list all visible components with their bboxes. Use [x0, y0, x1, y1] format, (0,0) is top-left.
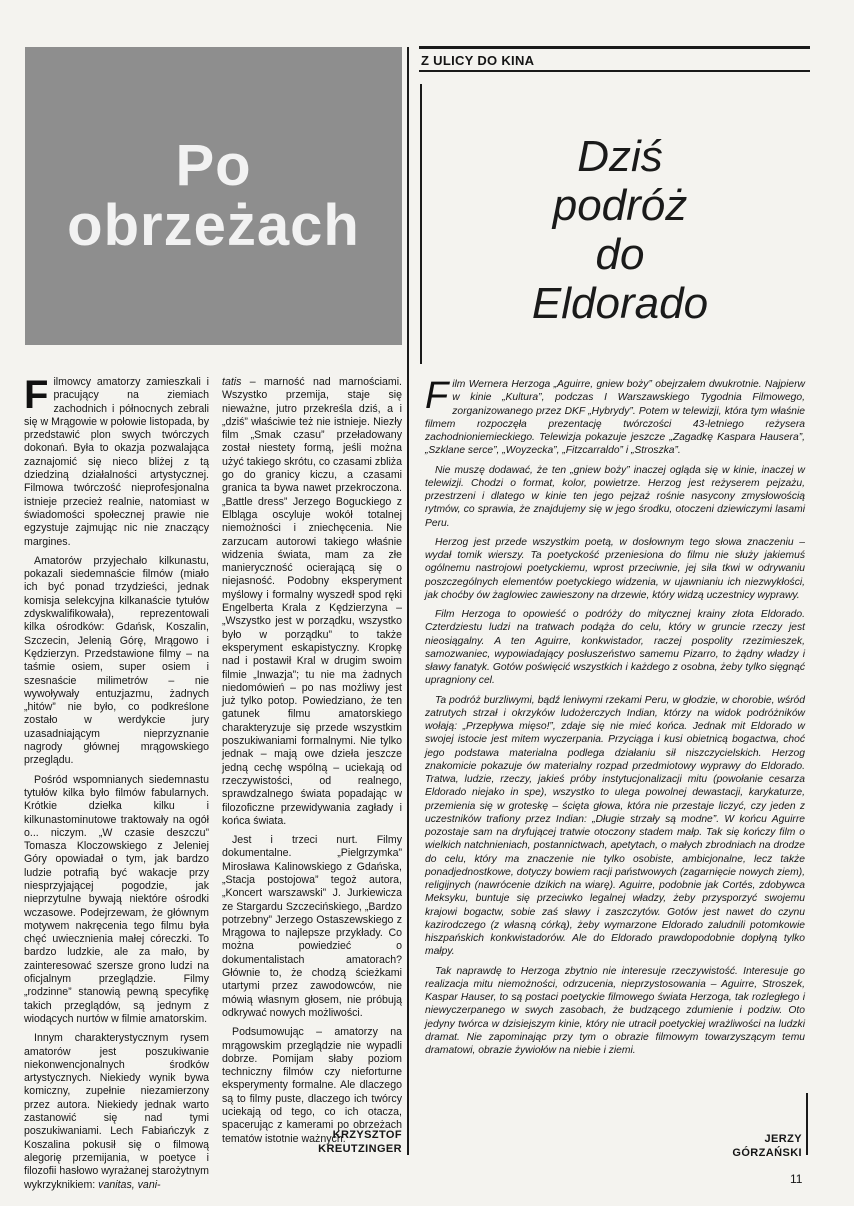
article1-paragraph: Jest i trzeci nurt. Filmy dokumentalne. „Pielgrzymka” Mirosława Kalinowskiego z Gdańska, „Stacja postojowa” tegoż autora, „Koncert warszawski” J. Jurkiewicza ze Stargardu Szczecińskiego, „Bardzo potrzebny” Jerzego Ostaszewskiego z Mrągowa to najlepsze przykłady. Co można powiedzieć o dokumentalistach amatorach? Głównie to, że chodzą ścieżkami utartymi przez zawodowców, nie mówią własnym głosem, nie próbują odkrywać nowych możliwości.	[222, 834, 402, 1019]
article2-paragraph: Nie muszę dodawać, że ten „gniew boży” inaczej ogląda się w kinie, inaczej w telewizji. Chodzi o format, kolor, powietrze. Herzog jest reżyserem pejzażu, przestrzeni i dlatego w kinie ten jego pejzaż rośnie nasycony zmysłowością rytmów, co sprawia, że znajdujemy się w jego środku, otoczeni dziewiczymi lasami Peru.	[425, 464, 805, 529]
end-rule	[806, 1093, 808, 1155]
drop-cap: F	[425, 375, 449, 417]
article-headline	[470, 132, 770, 328]
headline-divider	[420, 84, 422, 364]
article1-paragraph: Amatorów przyjechało kilkunastu, pokazali siedemnaście filmów (miało ich być ponad trzydzieści, jednak komisja selekcyjna kilkanaście tytułów zdyskwalifikowała), reprezentowali kilka ośrodków: Gdańsk, Koszalin, Szczecin, Jelenią Górę, Mrągowo i Kędzierzyn. Przedstawione filmy – na taśmie osiem, super osiem i szesnaście milimetrów – nie wywoływały entuzjazmu, żadnych „hitów” nie było, co podkreślone zostało w werdykcie jury uzasadniającym nieprzyznanie nagrody głównej mrągowskiego przeglądu.	[24, 554, 209, 767]
article1-paragraph: Innym charakterystycznym rysem amatorów jest poszukiwanie niekonwencjonalnych środków artystycznych. Niekiedy wynik bywa komiczny, zupełnie niezamierzony przez autora. Niekiedy jednak warto zastanowić się nad tymi poszukiwaniami. Lech Fabiańczyk z Koszalina pokusił się o filmową alegorię przemijania, w poetyce i filozofii hasłowo wyrażanej starożytnym wykrzyknikiem: vanitas, vani-	[24, 1032, 209, 1191]
article2-paragraph: Herzog jest przede wszystkim poetą, w dosłownym tego słowa znaczeniu – wydał tomik wierszy. Ta poetyckość przeniesiona do filmu nie służy jakiemuś ogólnemu nastrojowi poetyckiemu, wprost przeciwnie, jej siła tkwi w odrywaniu poszczególnych elementów poetyckiego widzenia, w ujawnianiu ich niezwykłości, jak choćby ów żaglowiec zawieszony na drzewie, który widzą uczestnicy wyprawy.	[425, 536, 805, 601]
section-rule-top	[419, 46, 810, 49]
article2-paragraph: Tak naprawdę to Herzoga zbytnio nie interesuje rzeczywistość. Interesuje go realizacja mitu niemożności, odrzucenia, nieprzystosowania – Aguirre, Stroszek, Kaspar Hauser, to są postaci poetyckie filmowego świata Herzoga, tak rozległego i niewyczerpanego w swych zasobach, że budzącego zdumienie i podziw. Oto jedyny twórca w dzisiejszym kinie, który nie utracił poetyckiej wrażliwości na ludzki dramat. Nie zapominając przy tym o obrazie filmowym towarzyszącym temu dramatowi, obrazie żywiołów na niebie i ziemi.	[425, 965, 805, 1056]
article2-author: JERZY GÓRZAŃSKI	[732, 1133, 802, 1159]
article1-paragraph: Pośród wspomnianych siedemnastu tytułów kilka było filmów fabularnych. Krótkie dziełka kilku i kilkunastominutowe traktowały na ogół o... niczym. „W czasie deszczu” Tomasza Kloczowskiego z Jeleniej Góry opowiadał o tym, jak bardzo ludzie potrafią być wakacje przy niesprzyjającej pogodzie, jak nieprzytulne bywają niektóre ośrodki wczasowe. Podejrzewam, że głównym motywem nakręcenia tego filmu była chęć uwiecznienia małej córeczki. To bardzo ludzkie, ale za mało, by zainteresować szersze grono ludzi na oficjalnym przeglądzie. Filmy „rodzinne” stanowią pewną specyfikę takich przeglądów, są jednym z wiodących nurtów w filmie amatorskim.	[24, 773, 209, 1025]
article-title-line-1: Po	[175, 133, 252, 198]
drop-cap: F	[24, 373, 49, 417]
article2-paragraph: Film Wernera Herzoga „Aguirre, gniew boży” obejrzałem dwukrotnie. Najpierw w kinie „Kultura”, podczas I Warszawskiego Tygodnia Filmowego, zorganizowanego przez DKF „Hybrydy”. Potem w telewizji, która tym właśnie filmem rozpoczęła prezentację twórczości 43-letniego reżysera zachodnioniemieckiego. Telewizja pokazuje jeszcze „Zagadkę Kaspara Hausera”, „Szklane serce”, „Woyzecka”, „Fitzcarraldo” i „Stroszka”.	[425, 375, 805, 457]
headline-line-3: do	[595, 230, 645, 279]
section-rule-bottom	[419, 70, 810, 72]
article1-column-2	[222, 376, 402, 1152]
section-label: Z ULICY DO KINA	[421, 53, 535, 68]
article2-paragraph: Ta podróż burzliwymi, bądź leniwymi rzekami Peru, w głodzie, w chorobie, wśród zatrutych strzał i okrzyków ludożerczych Indian, którzy na widok podróżników wołają: „Przepływa mięso!”, zdaje się nie mieć końca. Jednak mit Eldorado w swojej istocie jest mitem wyczerpania. Przyciąga i kusi obietnicą bogactwa, choć jego podstawa materialna podlega działaniu sił niszczycielskich. Herzog znakomicie pokazuje ów materialny rozpad przedmiotowy wyprawy do Eldorado. Tratwa, ludzie, rzeczy, jakieś próby instytucjonalizacji mitu (powołanie cesarza Eldorado niejako in spe), wszystko to ulega powolnej dewastacji, karykaturze, przemienia się w groteskę – ścięta głowa, która nie przestaje liczyć, czy jeden z uczestników trafiony przez Indian: „Długie strzały są modne”. W końcu Aguirre pozostaje sam na dryfującej tratwie otoczony stadem małp. Tak się kończy film o wielkich natchnieniach, postannictwach, apetytach, o małych zbrodniach na drodze do celu, który ma znaczenie nie tylko osobiste, ambicjonalne, lecz także ponadjednostkowe, dotyczy bowiem racji państwowych (zagarnięcie nowych ziem), religijnych (nawrócenie dzikich na wiarę). Aguirre, podobnie jak Cortés, zdobywca Meksyku, buntuje się przeciwko legalnej władzy, żeby przysporzyć swojemu krajowi bogactw, sobie zaś sławy i zaszczytów. Gotów jest nawet do czynu kazirodczego (z własną córką), żeby wymarzone Eldorado zaludnili potomkowie hiszpańskich konkwistadorów. Ale do Eldorado prawdopodobnie dopłyną tylko małpy.	[425, 694, 805, 958]
article1-paragraph: Filmowcy amatorzy zamieszkali i pracujący na ziemiach zachodnich i północnych zebrali się w Mrągowie w połowie listopada, by przedstawić plon swych twórczych dokonań. Była to okazja pozwalająca zaznajomić się nieco bliżej z tą dziedziną działalności artystycznej. Filmowa twórczość nieprofesjonalna istnieje przecież realnie, natomiast w świadomości społecznej prawie nie egzystuje zajmując nic nie znaczący margines.	[24, 373, 209, 548]
article-title-box	[25, 47, 402, 345]
article1-paragraph: tatis – marność nad marnościami. Wszystko przemija, staje się nieważne, jutro przekreśla dziś, a i „dziś” właściwie też nie istnieje. Niezły film „Smak czasu” przeładowany został niestety formą, jeśli można użyć takiego skrótu, co czasami zbliża go do granicy kiczu, a czasami granica ta bywa nawet przekroczona. „Battle dress” Jerzego Boguckiego z Elbląga oscyluje wokół totalnej niemożności i zniechęcenia. Nie zarzucam autorowi takiego właśnie widzenia świata, mam za złe manieryczność ocierającą się o niejasność. Podobny eksperyment myślowy i formalny wyszedł spod ręki Engelberta Krala z Kędzierzyna – „Wszystko jest w porządku, wszystko było w porządku” to także eksperyment eskapistyczny. Kropkę nad i postawił Kral w drugim swoim filmie „Inwazja”; tu nie ma żadnych niedomówień – po nas możliwy jest już tylko potop. Powiedziano, że ten gatunek filmu amatorskiego charakteryzuje się przede wszystkim poszukiwaniami formalnymi. Nie tylko jednak – mają owe dzieła jeszcze jedną cechę wspólną – uciekają od rzeczywistości, od realnego, sprawdzalnego świata popadając w filozoficzne przewidywania zagłady i końca świata.	[222, 376, 402, 827]
article2-body	[425, 375, 805, 1063]
headline-line-4: Eldorado	[531, 279, 709, 328]
article2-paragraph: Film Herzoga to opowieść o podróży do mitycznej krainy złota Eldorado. Czterdziestu ludzi na tratwach podąża do celu, który w gruncie rzeczy jest nieosiągalny. A ten Aguirre, konkwistador, raczej pospolity rzezimieszek, samozwaniec, wypowiadający posłuszeństwo samemu Pizarro, to żądny władzy i sławy fanatyk. Gotów poświęcić wszystkich i każdego z osobna, żeby tylko sięgnąć upragniony cel.	[425, 609, 805, 687]
article1-paragraph: Podsumowując – amatorzy na mrągowskim przeglądzie nie wypadli dobrze. Pomijam słaby poziom techniczny filmów czy nieforturne eksperymenty formalne. Ale dlaczego są to filmy puste, dlaczego ich twórcy uciekają od tego, co ich otacza, spacerując z kamerami po obrzeżach tematów istotnie ważnych.	[222, 1026, 402, 1145]
headline-line-1: Dziś	[577, 132, 663, 181]
page-number: 11	[790, 1172, 803, 1186]
column-divider	[407, 47, 409, 1155]
article-title-line-2: obrzeżach	[67, 193, 360, 258]
article1-column-1	[24, 373, 209, 1198]
headline-line-2: podróż	[552, 181, 688, 230]
article1-author: KRZYSZTOF KREUTZINGER	[318, 1129, 402, 1155]
